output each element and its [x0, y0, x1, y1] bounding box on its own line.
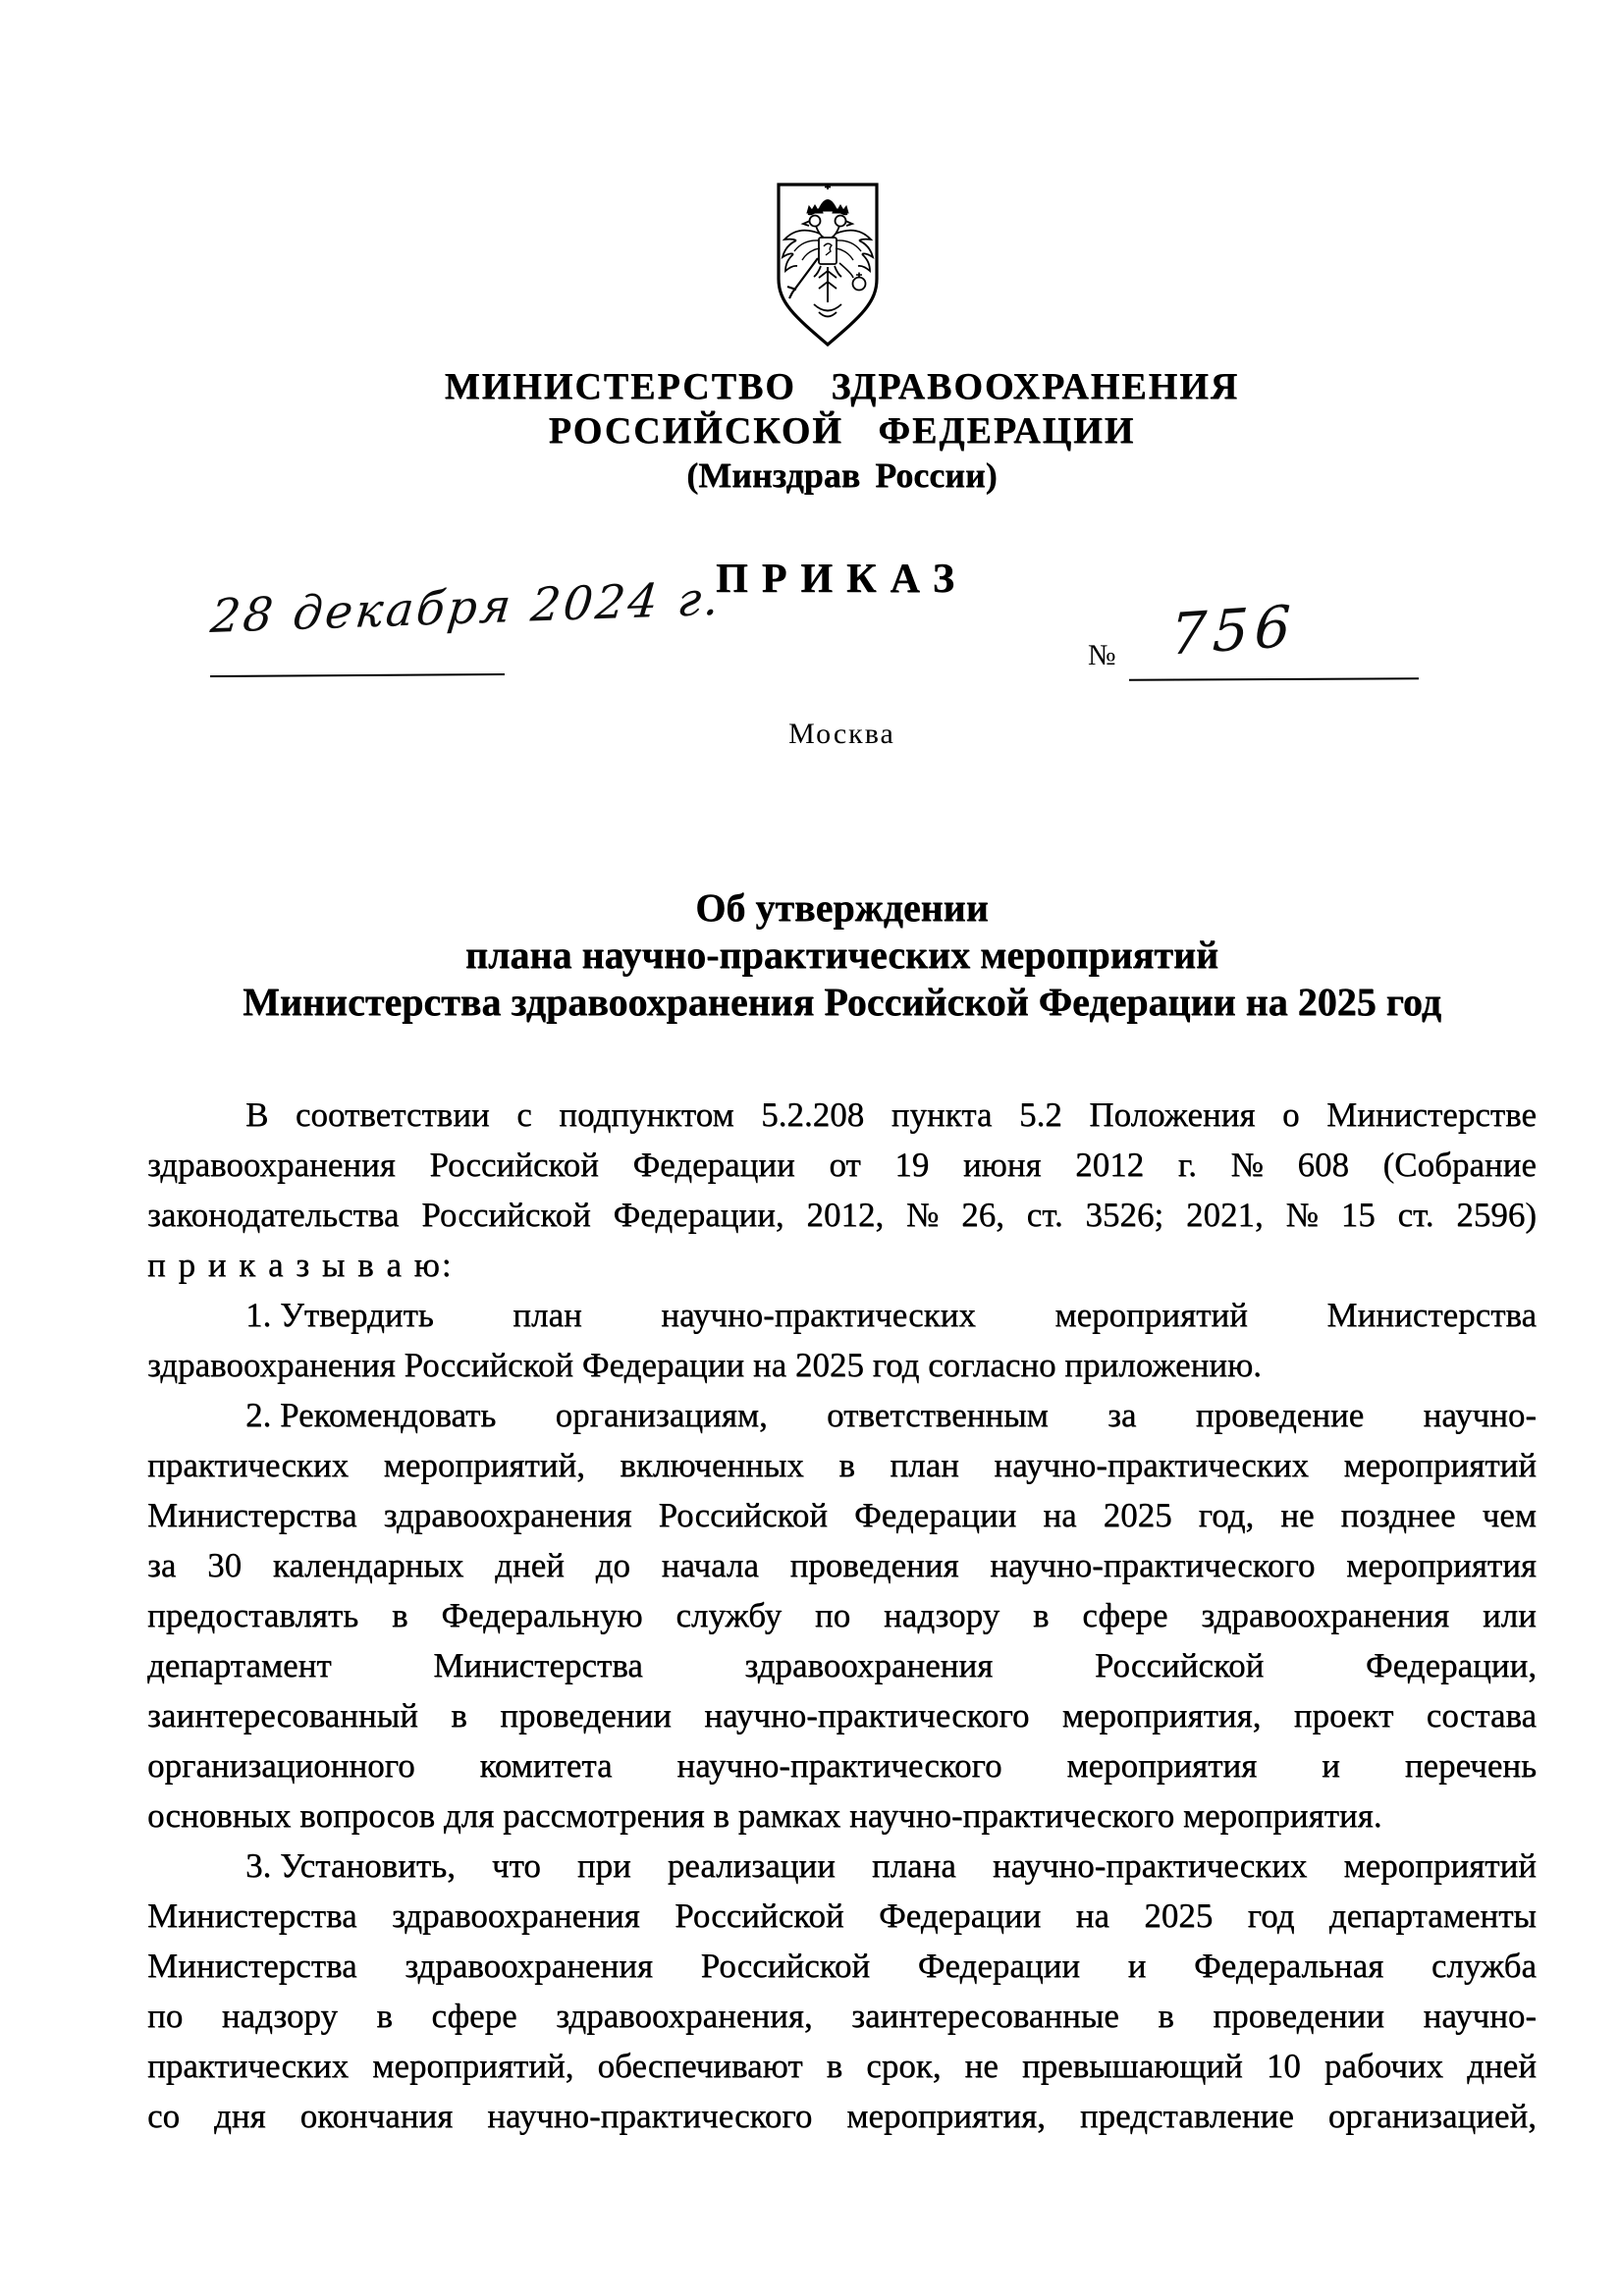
city-label: Москва [788, 718, 895, 750]
coat-of-arms-icon [764, 181, 891, 349]
body-text-line: здравоохранения Российской Федерации от 19 июня 2012 г. № 608 (Собрание [147, 1146, 1537, 1184]
body-text-line: 3. Установить, что при реализации плана научно-практических мероприятий [245, 1846, 1537, 1885]
ministry-name-line1: МИНИСТЕРСТВО ЗДРАВООХРАНЕНИЯ [444, 366, 1240, 407]
order-title-line1: Об утверждении [695, 885, 989, 930]
body-text-line: Министерства здравоохранения Российской Федерации на 2025 год департаменты [147, 1896, 1537, 1935]
body-text-line: практических мероприятий, обеспечивают в срок, не превышающий 10 рабочих дней [147, 2047, 1537, 2085]
body-text-line: по надзору в сфере здравоохранения, заинтересованные в проведении научно- [147, 1997, 1537, 2035]
ministry-short-name: (Минздрав России) [686, 455, 998, 495]
body-text-line: Министерства здравоохранения Российской Федерации на 2025 год, не позднее чем [147, 1496, 1537, 1534]
order-title-line3: Министерства здравоохранения Российской Федерации на 2025 год [243, 980, 1441, 1024]
ministry-name-line2: РОССИЙСКОЙ ФЕДЕРАЦИИ [548, 410, 1136, 452]
body-text-line: 2. Рекомендовать организациям, ответственным за проведение научно- [245, 1396, 1537, 1434]
body-text-line: Министерства здравоохранения Российской Федерации и Федеральная служба [147, 1947, 1537, 1985]
order-title [147, 884, 1537, 1026]
body-text-line: заинтересованный в проведении научно-практического мероприятия, проект состава [147, 1696, 1537, 1735]
body-text-line: здравоохранения Российской Федерации на 2025 год согласно приложению. [147, 1346, 1262, 1384]
number-underline [1129, 677, 1419, 681]
document-type-heading: ПРИКАЗ [716, 557, 968, 602]
handwritten-order-number: 756 [1168, 592, 1298, 668]
number-sign-label: № [1088, 639, 1116, 671]
order-title-line2: плана научно-практических мероприятий [464, 933, 1219, 977]
date-underline [210, 673, 505, 677]
body-text-line: В соответствии с подпунктом 5.2.208 пункта 5.2 Положения о Министерстве [245, 1095, 1537, 1134]
body-text-line: п р и к а з ы в а ю: [147, 1246, 454, 1284]
body-text-line: департамент Министерства здравоохранения Российской Федерации, [147, 1646, 1537, 1684]
body-text-line: 1. Утвердить план научно-практических мероприятий Министерства [245, 1296, 1537, 1334]
body-text-line: предоставлять в Федеральную службу по надзору в сфере здравоохранения или [147, 1596, 1537, 1634]
body-text-line: за 30 календарных дней до начала проведения научно-практического мероприятия [147, 1546, 1537, 1584]
body-text-line: организационного комитета научно-практического мероприятия и перечень [147, 1746, 1537, 1785]
body-text-line: основных вопросов для рассмотрения в рамках научно-практического мероприятия. [147, 1796, 1382, 1835]
handwritten-date: 28 декабря 2024 г. [208, 571, 726, 644]
order-body-text [147, 1090, 1537, 2141]
body-text-line: практических мероприятий, включенных в план научно-практических мероприятий [147, 1446, 1537, 1484]
body-text-line: со дня окончания научно-практического мероприятия, представление организацией, [147, 2097, 1537, 2135]
body-text-line: законодательства Российской Федерации, 2012, № 26, ст. 3526; 2021, № 15 ст. 2596) [147, 1196, 1537, 1234]
